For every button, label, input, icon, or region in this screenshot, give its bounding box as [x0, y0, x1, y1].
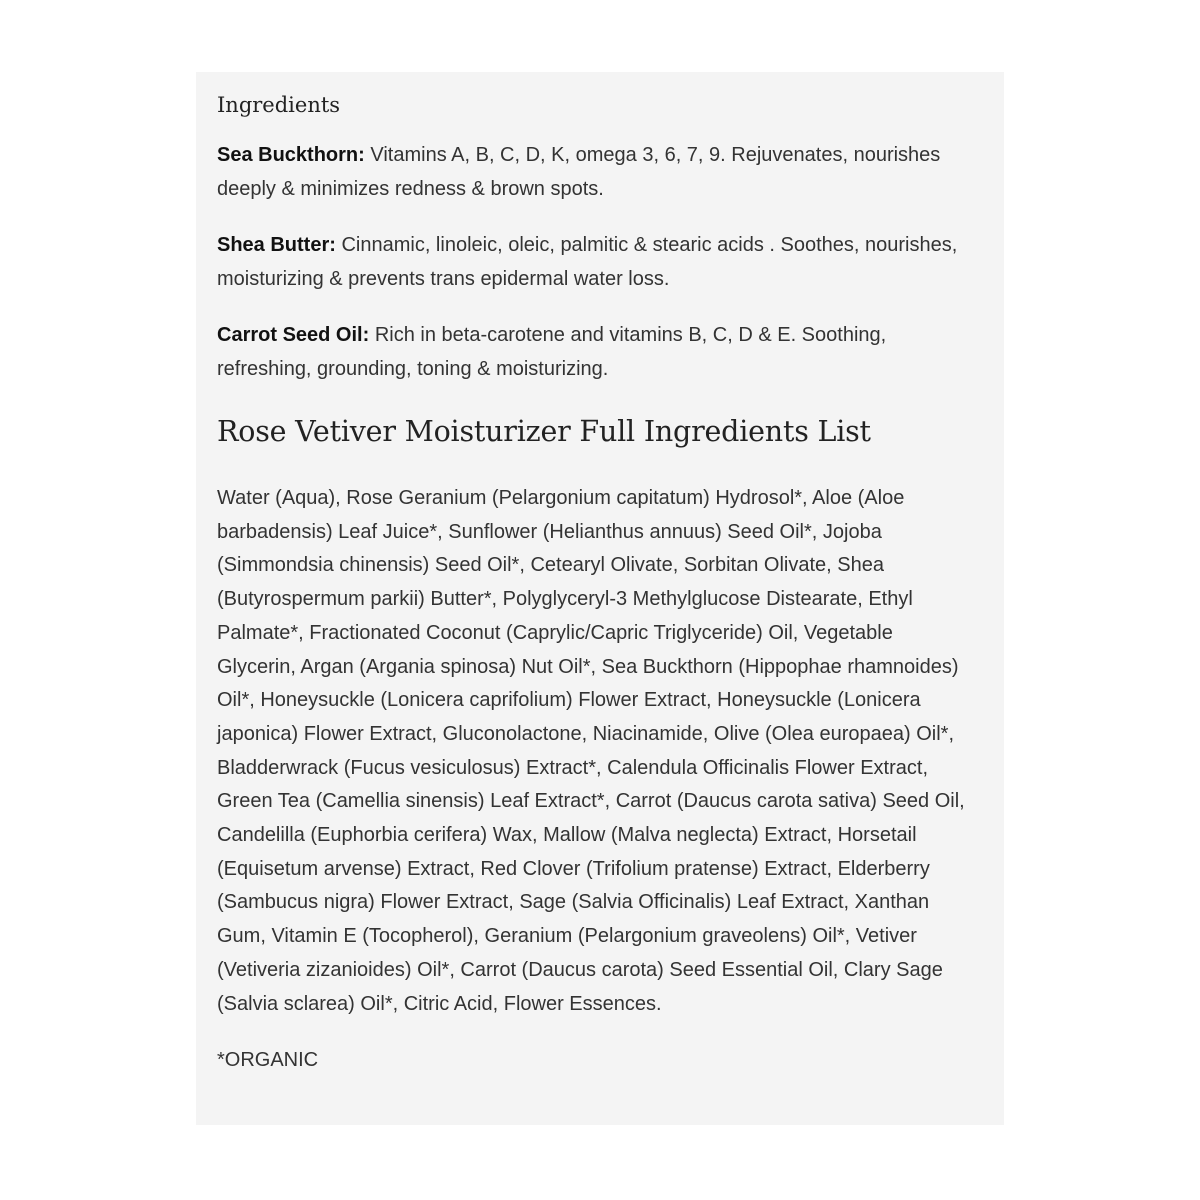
- key-ingredient-name: Sea Buckthorn:: [217, 144, 365, 166]
- key-ingredient-carrot-seed-oil: [217, 318, 974, 386]
- key-ingredient-description: Vitamins A, B, C, D, K, omega 3, 6, 7, 9. Rejuvenates, nourishes deeply & minimizes redness & brown spots.: [217, 144, 941, 200]
- full-ingredients-title: Rose Vetiver Moisturizer Full Ingredients List: [217, 415, 871, 448]
- organic-note: *ORGANIC: [217, 1049, 319, 1072]
- key-ingredient-name: Carrot Seed Oil:: [217, 324, 370, 346]
- ingredients-panel: [196, 72, 1004, 1125]
- full-ingredients-list: Water (Aqua), Rose Geranium (Pelargonium capitatum) Hydrosol*, Aloe (Aloe barbadensis) Leaf Juice*, Sunflower (Helianthus annuus) Seed Oil*, Jojoba (Simmondsia chinensis) Seed Oil*, Cetearyl Olivate, Sorbitan Olivate, Shea (Butyrospermum parkii) Butter*, Polyglyceryl-3 Methylglucose Distearate, Ethyl Palmate*, Fractionated Coconut (Caprylic/Capric Triglyceride) Oil, Vegetable Glycerin, Argan (Argania spinosa) Nut Oil*, Sea Buckthorn (Hippophae rhamnoides) Oil*, Honeysuckle (Lonicera caprifolium) Flower Extract, Honeysuckle (Lonicera japonica) Flower Extract, Gluconolactone, Niacinamide, Olive (Olea europaea) Oil*, Bladderwrack (Fucus vesiculosus) Extract*, Calendula Officinalis Flower Extract, Green Tea (Camellia sinensis) Leaf Extract*, Carrot (Daucus carota sativa) Seed Oil, Candelilla (Euphorbia cerifera) Wax, Mallow (Malva neglecta) Extract, Horsetail (Equisetum arvense) Extract, Red Clover (Trifolium pratense) Extract, Elderberry (Sambucus nigra) Flower Extract, Sage (Salvia Officinalis) Leaf Extract, Xanthan Gum, Vitamin E (Tocopherol), Geranium (Pelargonium graveolens) Oil*, Vetiver (Vetiveria zizanioides) Oil*, Carrot (Daucus carota) Seed Essential Oil, Clary Sage (Salvia sclarea) Oil*, Citric Acid, Flower Essences.: [217, 487, 965, 1015]
- key-ingredient-sea-buckthorn: [217, 138, 974, 206]
- key-ingredient-name: Shea Butter:: [217, 234, 336, 256]
- key-ingredient-description: Rich in beta-carotene and vitamins B, C, D & E. Soothing, refreshing, grounding, toning & moisturizing.: [217, 324, 887, 380]
- key-ingredient-shea-butter: [217, 228, 974, 296]
- key-ingredient-description: Cinnamic, linoleic, oleic, palmitic & stearic acids . Soothes, nourishes, moisturizing & prevents trans epidermal water loss.: [217, 234, 958, 290]
- section-heading: Ingredients: [217, 93, 341, 117]
